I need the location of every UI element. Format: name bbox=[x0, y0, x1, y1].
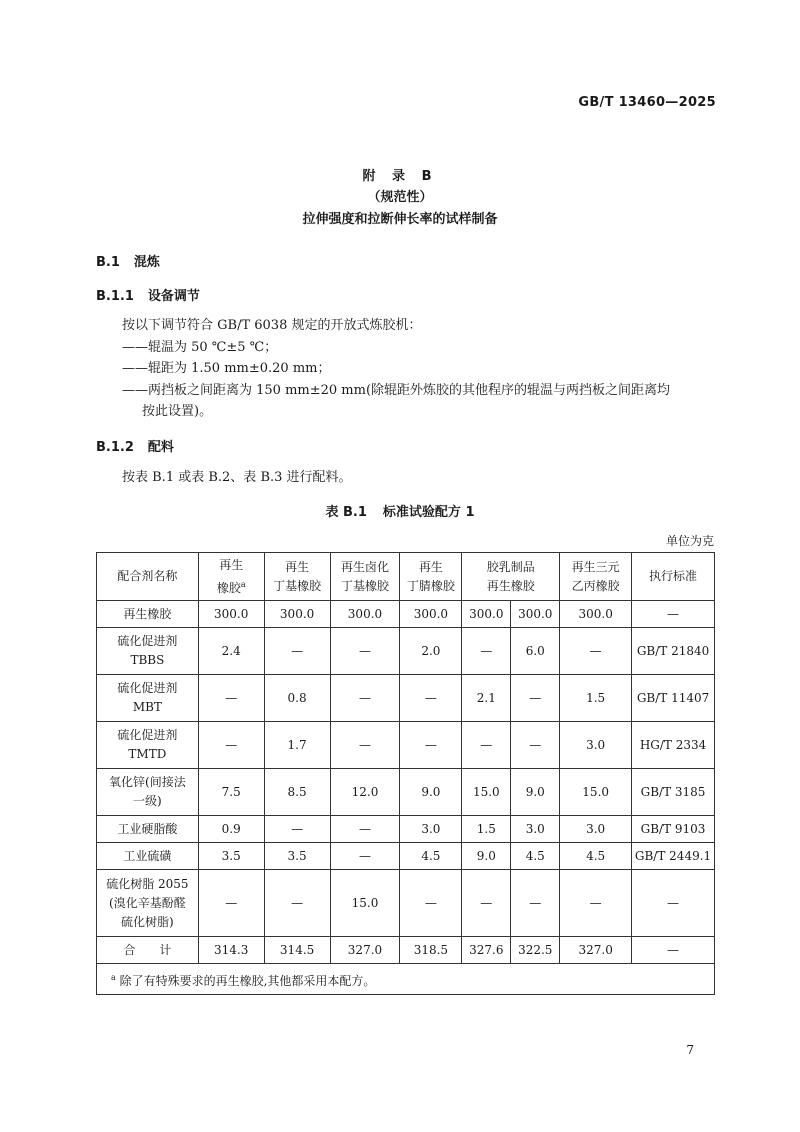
table-cell: GB/T 11407 bbox=[632, 675, 715, 722]
table-cell: GB/T 3185 bbox=[632, 769, 715, 816]
table-cell: 300.0 bbox=[330, 601, 400, 628]
section-title: 设备调节 bbox=[147, 289, 200, 304]
table-cell: — bbox=[198, 675, 264, 722]
table-cell: 3.5 bbox=[264, 843, 330, 870]
header-line: 丁腈橡胶 bbox=[406, 578, 455, 593]
table-title: 标准试验配方 1 bbox=[382, 505, 475, 520]
table-cell: 3.0 bbox=[560, 722, 632, 769]
header-line: 丁基橡胶 bbox=[273, 578, 322, 593]
paragraph-intro: 按以下调节符合 GB/T 6038 规定的开放式炼胶机： bbox=[122, 318, 422, 333]
table-cell: — bbox=[632, 937, 715, 964]
table-cell: — bbox=[198, 722, 264, 769]
table-cell: — bbox=[330, 722, 400, 769]
table-cell: — bbox=[264, 816, 330, 843]
table-cell: — bbox=[330, 675, 400, 722]
table-cell: — bbox=[560, 870, 632, 937]
table-cell: — bbox=[264, 628, 330, 675]
table-cell: — bbox=[632, 601, 715, 628]
header-line: 再生 bbox=[219, 557, 244, 572]
table-cell: 318.5 bbox=[400, 937, 462, 964]
table-cell: 1.7 bbox=[264, 722, 330, 769]
table-unit: 单位为克 bbox=[665, 534, 714, 548]
list-item-roll-temp: ——辊温为 50 ℃±5 ℃； bbox=[122, 340, 278, 355]
table-cell: — bbox=[511, 722, 560, 769]
list-item-roll-gap: ——辊距为 1.50 mm±0.20 mm； bbox=[122, 361, 331, 376]
row-label-line: 氧化锌(间接法 bbox=[109, 775, 186, 789]
table-cell: — bbox=[400, 870, 462, 937]
table-row bbox=[97, 816, 715, 843]
table-row bbox=[97, 769, 715, 816]
row-label: 工业硫磺 bbox=[97, 843, 199, 870]
table-cell: — bbox=[462, 628, 511, 675]
list-item-baffle-distance: ——两挡板之间距离为 150 mm±20 mm(除辊距外炼胶的其他程序的辊温与两挡板之间距离均 bbox=[122, 383, 671, 398]
table-cell: 3.0 bbox=[400, 816, 462, 843]
table-cell: — bbox=[632, 870, 715, 937]
table-cell: — bbox=[330, 843, 400, 870]
footnote-text: 除了有特殊要求的再生橡胶,其他都采用本配方。 bbox=[119, 973, 376, 988]
table-cell: — bbox=[462, 722, 511, 769]
table-cell: 2.4 bbox=[198, 628, 264, 675]
table-cell: 2.0 bbox=[400, 628, 462, 675]
section-number: B.1 bbox=[96, 255, 120, 270]
table-cell: 4.5 bbox=[400, 843, 462, 870]
table-cell: 3.5 bbox=[198, 843, 264, 870]
table-cell: — bbox=[511, 675, 560, 722]
table-cell: 9.0 bbox=[462, 843, 511, 870]
table-cell: 314.5 bbox=[264, 937, 330, 964]
header-line: 再生 bbox=[418, 559, 443, 574]
table-cell: — bbox=[560, 628, 632, 675]
table-cell: 4.5 bbox=[511, 843, 560, 870]
header-line: 再生卤化 bbox=[340, 559, 389, 574]
table-cell: 300.0 bbox=[264, 601, 330, 628]
row-label: 再生橡胶 bbox=[97, 601, 199, 628]
table-cell: 4.5 bbox=[560, 843, 632, 870]
header-agent: 配合剂名称 bbox=[97, 553, 199, 601]
row-label bbox=[97, 675, 199, 722]
table-cell: 15.0 bbox=[330, 870, 400, 937]
table-header-row bbox=[97, 553, 715, 601]
section-number: B.1.2 bbox=[96, 440, 134, 455]
row-label-line: 硫化树脂 2055 bbox=[106, 876, 189, 891]
table-cell: 300.0 bbox=[560, 601, 632, 628]
section-heading-b1 bbox=[96, 251, 160, 270]
row-label-line: MBT bbox=[132, 700, 162, 714]
header-line: 乙丙橡胶 bbox=[571, 578, 620, 593]
table-row bbox=[97, 675, 715, 722]
table-cell: 300.0 bbox=[462, 601, 511, 628]
table-cell: 1.5 bbox=[560, 675, 632, 722]
row-label-line: 硫化促进剂 bbox=[117, 681, 178, 695]
table-cell: — bbox=[264, 870, 330, 937]
table-cell: — bbox=[330, 628, 400, 675]
table-number: 表 B.1 bbox=[325, 505, 367, 520]
table-cell: 300.0 bbox=[511, 601, 560, 628]
row-label bbox=[97, 722, 199, 769]
standard-code: GB/T 13460—2025 bbox=[578, 95, 716, 110]
section-number: B.1.1 bbox=[96, 289, 134, 304]
header-reclaimed-epdm bbox=[560, 553, 632, 601]
row-label: 工业硬脂酸 bbox=[97, 816, 199, 843]
table-cell: — bbox=[330, 816, 400, 843]
table-footnote bbox=[97, 964, 715, 995]
table-cell: 15.0 bbox=[560, 769, 632, 816]
formula-table bbox=[96, 552, 715, 995]
table-cell: 9.0 bbox=[400, 769, 462, 816]
table-cell: 314.3 bbox=[198, 937, 264, 964]
table-cell: 6.0 bbox=[511, 628, 560, 675]
section-title: 混炼 bbox=[133, 255, 160, 270]
table-cell: 0.8 bbox=[264, 675, 330, 722]
row-label-line: TMTD bbox=[128, 747, 167, 761]
table-cell: 15.0 bbox=[462, 769, 511, 816]
table-cell: HG/T 2334 bbox=[632, 722, 715, 769]
row-label-line: 硫化树脂) bbox=[121, 914, 174, 929]
header-reclaimed-rubber bbox=[198, 553, 264, 601]
table-cell: 0.9 bbox=[198, 816, 264, 843]
header-reclaimed-halobutyl bbox=[330, 553, 400, 601]
table-cell: — bbox=[462, 870, 511, 937]
row-label: 合 计 bbox=[97, 937, 199, 964]
header-latex-reclaimed bbox=[462, 553, 560, 601]
table-cell: 327.0 bbox=[330, 937, 400, 964]
table-caption bbox=[0, 501, 800, 520]
table-cell: GB/T 2449.1 bbox=[632, 843, 715, 870]
table-cell: — bbox=[198, 870, 264, 937]
table-cell: 300.0 bbox=[198, 601, 264, 628]
list-item-baffle-distance-cont: 按此设置)。 bbox=[142, 404, 213, 419]
table-cell: 8.5 bbox=[264, 769, 330, 816]
table-cell: 9.0 bbox=[511, 769, 560, 816]
table-cell: GB/T 21840 bbox=[632, 628, 715, 675]
paragraph-batching: 按表 B.1 或表 B.2、表 B.3 进行配料。 bbox=[122, 470, 352, 485]
header-standard: 执行标准 bbox=[632, 553, 715, 601]
page-number: 7 bbox=[686, 1043, 694, 1057]
header-line: 橡胶 bbox=[216, 580, 241, 595]
row-label-line: 硫化促进剂 bbox=[117, 728, 178, 742]
table-cell: — bbox=[400, 722, 462, 769]
table-cell: 327.0 bbox=[560, 937, 632, 964]
header-reclaimed-nitrile bbox=[400, 553, 462, 601]
row-label-line: 一级) bbox=[133, 794, 162, 808]
section-heading-b11 bbox=[96, 285, 200, 304]
header-line: 胶乳制品 bbox=[486, 559, 535, 574]
table-cell: 322.5 bbox=[511, 937, 560, 964]
appendix-title: 附 录 B bbox=[362, 169, 438, 184]
table-row bbox=[97, 722, 715, 769]
row-label-line: (溴化辛基酚醛 bbox=[109, 895, 186, 910]
table-cell: 7.5 bbox=[198, 769, 264, 816]
table-cell: 3.0 bbox=[560, 816, 632, 843]
row-label bbox=[97, 870, 199, 937]
appendix-nature: （规范性） bbox=[367, 190, 433, 205]
table-footnote-row bbox=[97, 964, 715, 995]
row-label-line: 硫化促进剂 bbox=[117, 634, 178, 648]
table-total-row bbox=[97, 937, 715, 964]
table-cell: 327.6 bbox=[462, 937, 511, 964]
table-cell: — bbox=[511, 870, 560, 937]
section-heading-b12 bbox=[96, 436, 174, 455]
header-line: 再生 bbox=[285, 559, 310, 574]
header-reclaimed-butyl bbox=[264, 553, 330, 601]
table-row bbox=[97, 628, 715, 675]
table-row bbox=[97, 870, 715, 937]
row-label-line: TBBS bbox=[130, 653, 165, 667]
header-line: 再生橡胶 bbox=[486, 578, 535, 593]
header-line: 丁基橡胶 bbox=[340, 578, 389, 593]
table-cell: 300.0 bbox=[400, 601, 462, 628]
row-label bbox=[97, 769, 199, 816]
table-row bbox=[97, 843, 715, 870]
section-title: 配料 bbox=[147, 440, 174, 455]
appendix-name: 拉伸强度和拉断伸长率的试样制备 bbox=[302, 212, 498, 227]
table-cell: — bbox=[400, 675, 462, 722]
header-line: 再生三元 bbox=[571, 559, 620, 574]
table-cell: GB/T 9103 bbox=[632, 816, 715, 843]
table-cell: 12.0 bbox=[330, 769, 400, 816]
footnote-marker: a bbox=[240, 579, 246, 589]
table-cell: 2.1 bbox=[462, 675, 511, 722]
footnote-marker: a bbox=[111, 972, 116, 982]
table-row bbox=[97, 601, 715, 628]
table-cell: 3.0 bbox=[511, 816, 560, 843]
table-cell: 1.5 bbox=[462, 816, 511, 843]
row-label bbox=[97, 628, 199, 675]
